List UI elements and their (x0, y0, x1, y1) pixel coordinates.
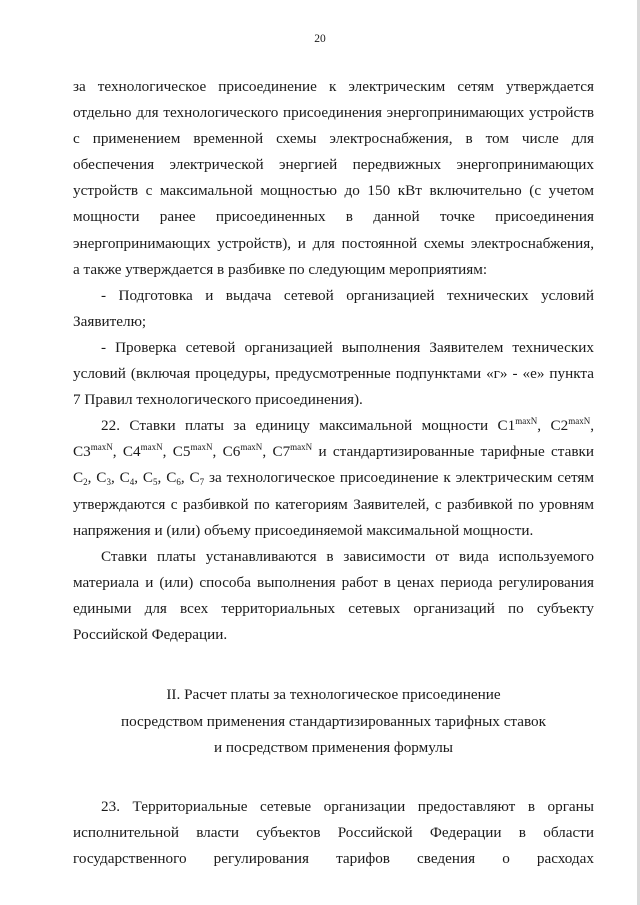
page-number: 20 (314, 33, 326, 45)
paragraph-22-line: $C_2$, $C_3$, $C_4$, $C_5$, $C_6$, $C_7$ за технологическое присоединение к электрическим сетям (73, 469, 595, 488)
paragraph-line: исполнительной власти субъектов Российской Федерации в области (73, 823, 594, 841)
paragraph-line: Ставки платы устанавливаются в зависимости от вида используемого (101, 547, 594, 565)
paragraph-line: а также утверждается в разбивке по следующим мероприятиям: (73, 260, 488, 278)
section-heading (73, 682, 594, 762)
paragraph-line: материала и (или) способа выполнения работ в ценах периода регулирования (73, 573, 594, 591)
paragraph-line: едиными для всех территориальных сетевых организаций по субъекту (73, 599, 594, 617)
list-item-line: 7 Правил технологического присоединения). (73, 391, 363, 409)
paragraph-line: устройств с максимальной мощностью до 150 кВт включительно (с учетом (73, 182, 594, 200)
paragraph-line: за технологическое присоединение к электрическим сетям утверждается (73, 78, 594, 95)
list-item-line: условий (включая процедуры, предусмотренные подпунктами «г» - «е» пункта (73, 365, 594, 383)
paragraph-line: Российской Федерации. (73, 625, 228, 643)
paragraph-line: отдельно для технологического присоединения энергопринимающих устройств (73, 104, 594, 122)
list-item-line: - Проверка сетевой организацией выполнения Заявителем технических (101, 338, 594, 356)
paragraph-22-line: утверждаются с разбивкой по категориям Заявителей, с разбивкой по уровням (73, 495, 594, 513)
paragraph-22-line: 22. Ставки платы за единицу максимальной мощности $C1^{maxN}$, $C2^{maxN}$, (101, 416, 595, 435)
heading-line: посредством применения стандартизированных тарифных ставок (120, 712, 547, 730)
document-body (73, 74, 594, 872)
list-item-line: - Подготовка и выдача сетевой организацией технических условий (101, 286, 594, 304)
paragraph-line: обеспечения электрической энергией передвижных энергопринимающих (73, 156, 594, 174)
paragraph-line: 23. Территориальные сетевые организации предоставляют в органы (101, 797, 594, 815)
heading-line: II. Расчет платы за технологическое присоединение (166, 686, 501, 704)
paragraph-line: с применением временной схемы электроснабжения, в том числе для (73, 130, 594, 148)
paragraph-22-line: $C3^{maxN}$, $C4^{maxN}$, $C5^{maxN}$, $C6^{maxN}$, $C7^{maxN}$ и стандартизированные тарифные ставки (73, 442, 595, 461)
paragraph-line: энергопринимающих устройств), и для постоянной схемы электроснабжения, (73, 234, 594, 252)
paragraph-line: мощности ранее присоединенных в данной точке присоединения (73, 208, 594, 226)
list-item-line: Заявителю; (73, 312, 147, 330)
paragraph-line: государственного регулирования тарифов сведения о расходах (73, 849, 594, 867)
paragraph-22-line: напряжения и (или) объему присоединяемой максимальной мощности. (73, 521, 534, 539)
heading-line: и посредством применения формулы (213, 739, 453, 757)
